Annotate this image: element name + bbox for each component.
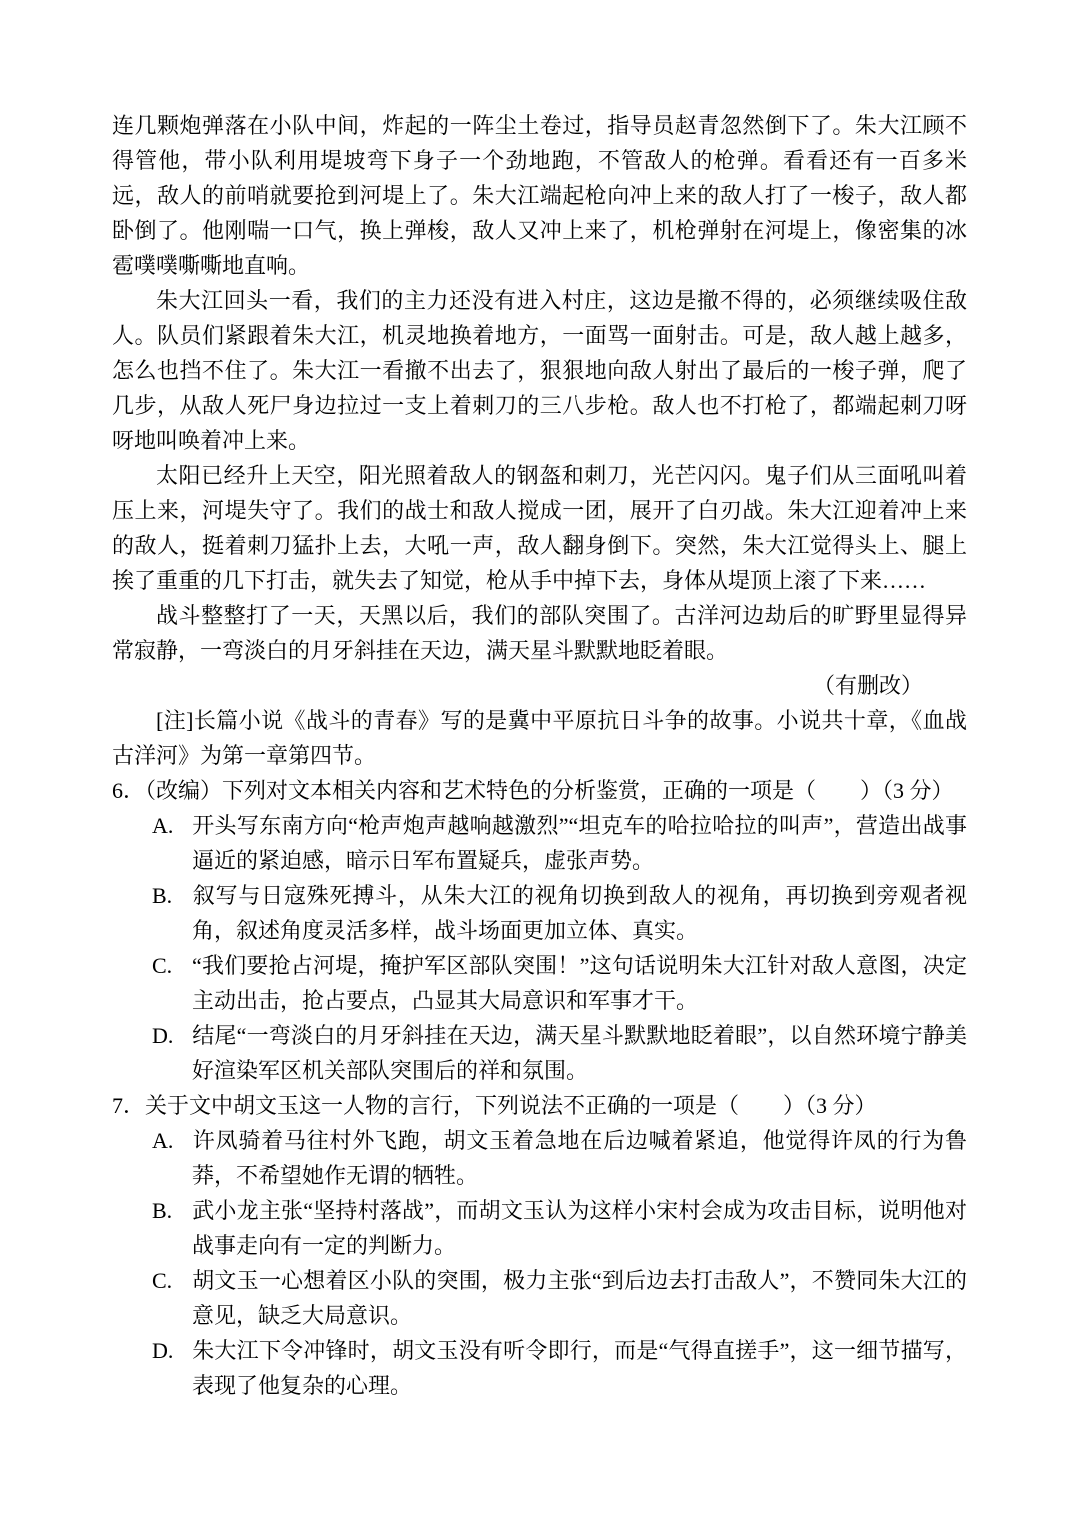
question-7-option-a-label: A.: [152, 1128, 174, 1153]
question-7-option-b: [152, 1193, 967, 1263]
question-6-option-d-label: D.: [152, 1023, 174, 1048]
question-6-option-c-label: C.: [152, 953, 173, 978]
question-6-option-c-text: “我们要抢占河堤，掩护军区部队突围！”这句话说明朱大江针对敌人意图，决定主动出击，抢占要点，凸显其大局意识和军事才干。: [192, 953, 967, 1013]
question-6-option-d-text: 结尾“一弯淡白的月牙斜挂在天边，满天星斗默默地眨着眼”，以自然环境宁静美好渲染军区机关部队突围后的祥和氛围。: [192, 1023, 967, 1083]
passage-paragraph-4: 战斗整整打了一天，天黑以后，我们的部队突围了。古洋河边劫后的旷野里显得异常寂静，一弯淡白的月牙斜挂在天边，满天星斗默默地眨着眼。: [112, 603, 967, 663]
question-6-option-d: [152, 1018, 967, 1088]
question-7-option-d: [152, 1333, 967, 1403]
question-6-option-b-text: 叙写与日寇殊死搏斗，从朱大江的视角切换到敌人的视角，再切换到旁观者视角，叙述角度灵活多样，战斗场面更加立体、真实。: [192, 883, 967, 943]
question-7-option-c-text: 胡文玉一心想着区小队的突围，极力主张“到后边去打击敌人”，不赞同朱大江的意见，缺乏大局意识。: [192, 1268, 967, 1328]
question-7-option-d-label: D.: [152, 1338, 174, 1363]
question-6-stem: 6．（改编）下列对文本相关内容和艺术特色的分析鉴赏，正确的一项是（ ）（3 分）: [112, 778, 954, 803]
passage-paragraph-2: 朱大江回头一看，我们的主力还没有进入村庄，这边是撤不得的，必须继续吸住敌人。队员们紧跟着朱大江，机灵地换着地方，一面骂一面射击。可是，敌人越上越多，怎么也挡不住了。朱大江一看撤不出去了，狠狠地向敌人射出了最后的一梭子弹，爬了几步，从敌人死尸身边拉过一支上着刺刀的三八步枪。敌人也不打枪了，都端起刺刀呀呀地叫唤着冲上来。: [112, 288, 967, 453]
question-7-option-d-text: 朱大江下令冲锋时，胡文玉没有听令即行，而是“气得直搓手”，这一细节描写，表现了他复杂的心理。: [192, 1338, 967, 1398]
question-7: [112, 1088, 967, 1403]
question-7-option-b-text: 武小龙主张“坚持村落战”，而胡文玉认为这样小宋村会成为攻击目标，说明他对战事走向有一定的判断力。: [192, 1198, 967, 1258]
question-7-stem: 7．关于文中胡文玉这一人物的言行，下列说法不正确的一项是（ ）（3 分）: [112, 1093, 877, 1118]
question-6-option-c: [152, 948, 967, 1018]
question-6-option-b: [152, 878, 967, 948]
passage-note: [注]长篇小说《战斗的青春》写的是冀中平原抗日斗争的故事。小说共十章，《血战古洋河》为第一章第四节。: [112, 708, 967, 768]
question-7-option-a-text: 许凤骑着马往村外飞跑，胡文玉着急地在后边喊着紧追，他觉得许凤的行为鲁莽，不希望她作无谓的牺牲。: [192, 1128, 967, 1188]
question-7-option-b-label: B.: [152, 1198, 173, 1223]
passage-paragraph-3: 太阳已经升上天空，阳光照着敌人的钢盔和刺刀，光芒闪闪。鬼子们从三面吼叫着压上来，河堤失守了。我们的战士和敌人搅成一团，展开了白刃战。朱大江迎着冲上来的敌人，挺着刺刀猛扑上去，大吼一声，敌人翻身倒下。突然，朱大江觉得头上、腿上挨了重重的几下打击，就失去了知觉，枪从手中掉下去，身体从堤顶上滚了下来……: [112, 463, 967, 593]
question-7-option-c: [152, 1263, 967, 1333]
question-6-option-a-label: A.: [152, 813, 174, 838]
question-6-option-a-text: 开头写东南方向“枪声炮声越响越激烈”“坦克车的哈拉哈拉的叫声”，营造出战事逼近的紧迫感，暗示日军布置疑兵，虚张声势。: [192, 813, 967, 873]
question-7-option-c-label: C.: [152, 1268, 173, 1293]
passage-paragraph-1: 连几颗炮弹落在小队中间，炸起的一阵尘土卷过，指导员赵青忽然倒下了。朱大江顾不得管他，带小队利用堤坡弯下身子一个劲地跑，不管敌人的枪弹。看看还有一百多米远，敌人的前哨就要抢到河堤上了。朱大江端起枪向冲上来的敌人打了一梭子，敌人都卧倒了。他刚喘一口气，换上弹梭，敌人又冲上来了，机枪弹射在河堤上，像密集的冰雹噗噗嘶嘶地直响。: [112, 113, 967, 278]
passage-attribution: （有删改）: [812, 673, 923, 698]
question-6: [112, 773, 967, 1088]
question-6-option-b-label: B.: [152, 883, 173, 908]
question-6-option-a: [152, 808, 967, 878]
question-7-option-a: [152, 1123, 967, 1193]
